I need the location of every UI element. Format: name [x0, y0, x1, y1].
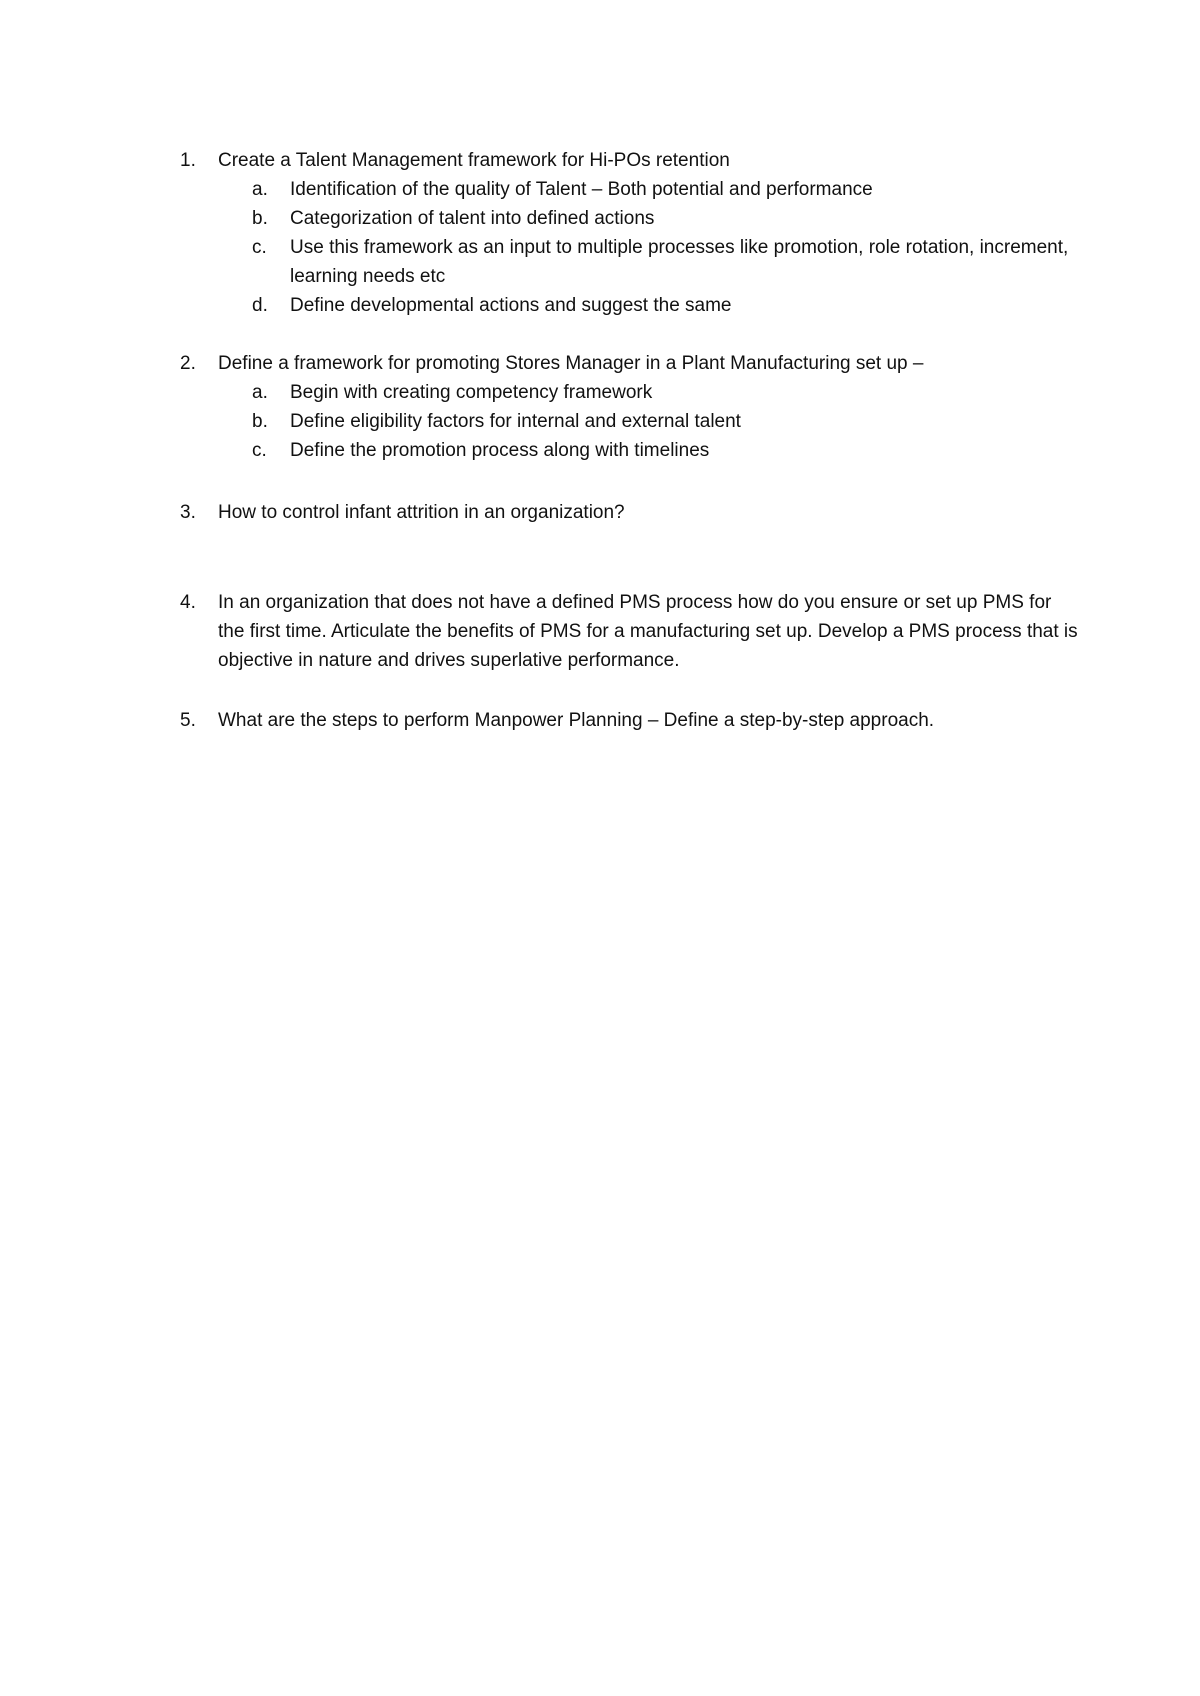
question-3: [180, 498, 1080, 527]
question-text: How to control infant attrition in an organization?: [218, 502, 625, 523]
question-text: What are the steps to perform Manpower Planning – Define a step-by-step approach.: [218, 710, 935, 731]
subitem-text: Define developmental actions and suggest the same: [290, 295, 732, 316]
subitem: [180, 175, 1080, 204]
subitem: [180, 436, 1080, 465]
question-3-row: [180, 498, 1080, 527]
subitem: [180, 291, 1080, 320]
subitem-text: Define eligibility factors for internal and external talent: [290, 411, 741, 432]
question-4-row: [180, 588, 1080, 675]
question-5-row: [180, 706, 1080, 735]
question-number: 4.: [180, 592, 196, 613]
question-2: [180, 349, 1080, 465]
question-text: Define a framework for promoting Stores Manager in a Plant Manufacturing set up –: [218, 353, 924, 374]
question-1-row: [180, 146, 1080, 175]
subitem: [180, 378, 1080, 407]
subitem-letter: b.: [252, 411, 268, 432]
question-4: [180, 588, 1080, 675]
subitem: [180, 407, 1080, 436]
subitem-letter: d.: [252, 295, 268, 316]
question-number: 2.: [180, 353, 196, 374]
subitem-text: Begin with creating competency framework: [290, 382, 653, 403]
question-number: 1.: [180, 150, 196, 171]
question-5: [180, 706, 1080, 735]
subitem-letter: a.: [252, 382, 268, 403]
subitem-letter: a.: [252, 179, 268, 200]
question-1: [180, 146, 1080, 320]
subitem-letter: c.: [252, 237, 267, 258]
subitem-letter: b.: [252, 208, 268, 229]
subitem: [180, 204, 1080, 233]
subitem-text: Define the promotion process along with timelines: [290, 440, 710, 461]
question-number: 5.: [180, 710, 196, 731]
question-2-subitems: [180, 378, 1080, 465]
subitem-text: Categorization of talent into defined actions: [290, 208, 655, 229]
question-number: 3.: [180, 502, 196, 523]
subitem-letter: c.: [252, 440, 267, 461]
subitem-text: Use this framework as an input to multiple processes like promotion, role rotation, increment, learning needs etc: [290, 237, 1069, 287]
question-text: In an organization that does not have a defined PMS process how do you ensure or set up PMS for the first time. Articulate the benefits of PMS for a manufacturing set up. Develop a PMS process that is objective in nature and drives superlative performance.: [218, 592, 1078, 671]
subitem: [180, 233, 1080, 291]
question-text: Create a Talent Management framework for Hi-POs retention: [218, 150, 730, 171]
subitem-text: Identification of the quality of Talent – Both potential and performance: [290, 179, 873, 200]
question-2-row: [180, 349, 1080, 378]
question-1-subitems: [180, 175, 1080, 320]
